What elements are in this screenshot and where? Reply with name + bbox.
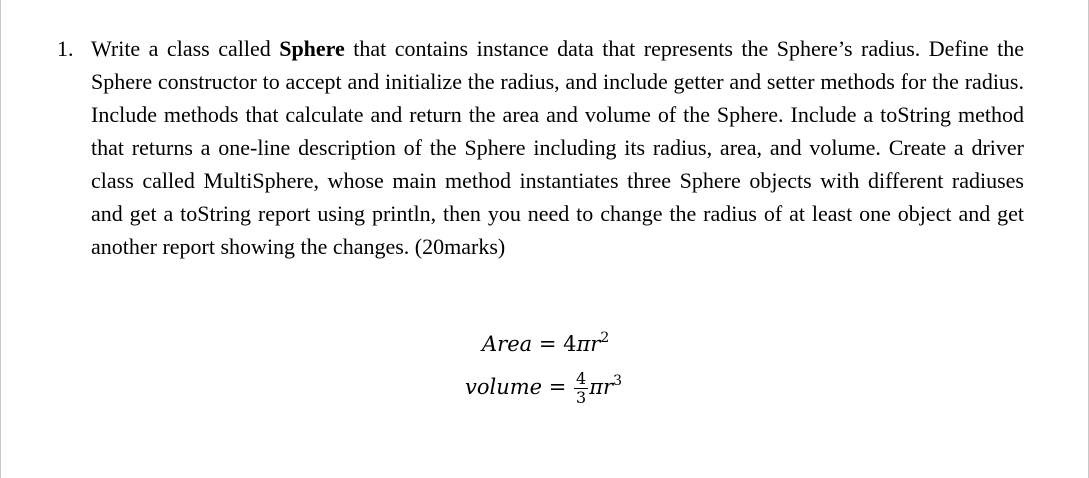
question-number: 1.: [57, 36, 74, 61]
volume-label: volume: [465, 375, 543, 399]
area-equals: =: [532, 332, 564, 356]
volume-numerator: 4: [576, 369, 587, 388]
question-text: [91, 32, 1024, 263]
volume-exponent: 3: [613, 373, 622, 389]
volume-pi-r: πr: [589, 375, 614, 399]
page-left-border: [0, 0, 1, 478]
question-bold-term: Sphere: [279, 36, 345, 61]
question-text-part-2: that contains instance data that represents the Sphere’s radius. Define the Sphere constructor to accept and initialize the radius, and include getter and setter methods for the radius. Include methods that calculate and return the area and volume of the Sphere. Include a toString method that returns a one-line description of the Sphere including its radius, area, and volume. Create a driver class called MultiSphere, whose main method instantiates three Sphere objects with different radiuses and get a toString report using println, then you need to change the radius of at least one object and get another report showing the changes. (20marks): [91, 36, 1024, 259]
area-exponent: 2: [600, 330, 610, 346]
area-coefficient: 4: [563, 332, 577, 356]
area-pi-r: πr: [576, 332, 601, 356]
volume-denominator: 3: [576, 388, 587, 407]
volume-fraction: [574, 370, 588, 407]
question-text-part-1: Write a class called: [91, 36, 280, 61]
area-formula: [482, 330, 609, 356]
area-label: Area: [482, 332, 533, 356]
volume-equals: =: [542, 375, 574, 399]
volume-formula: [465, 370, 622, 407]
